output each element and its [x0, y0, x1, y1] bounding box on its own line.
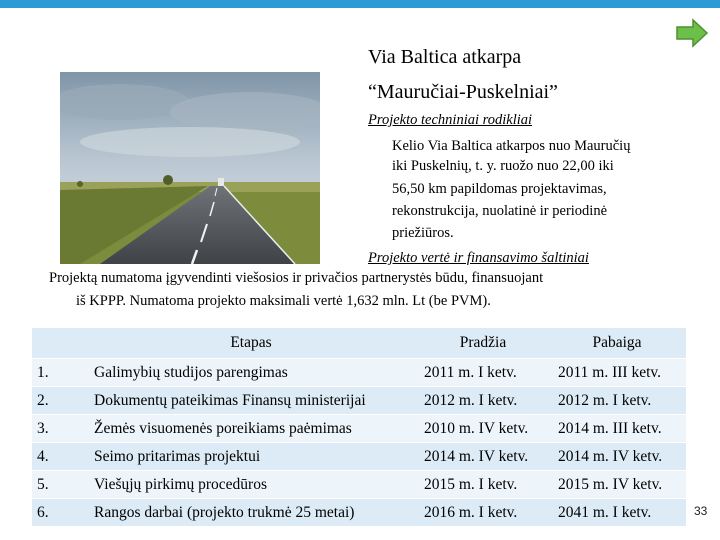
row-stage: Rangos darbai (projekto trukmė 25 metai) [88, 499, 418, 526]
indicators-line: iki Puskelnių, t. y. ruožo nuo 22,00 iki [392, 158, 614, 174]
indicators-heading: Projekto techniniai rodikliai [368, 112, 533, 128]
row-start: 2012 m. I ketv. [418, 387, 552, 414]
slide-title-line2: “Mauručiai-Puskelniai” [368, 81, 558, 103]
funding-line: iš KPPP. Numatoma projekto maksimali vertė 1,632 mln. Lt (be PVM). [76, 293, 491, 309]
row-end: 2014 m. IV ketv. [552, 443, 686, 470]
header-num [32, 328, 88, 358]
row-end: 2015 m. IV ketv. [552, 471, 686, 498]
funding-heading: Projekto vertė ir finansavimo šaltiniai [368, 250, 589, 266]
row-start: 2015 m. I ketv. [418, 471, 552, 498]
header-end: Pabaiga [552, 328, 686, 358]
top-accent-bar [0, 0, 720, 8]
row-num: 1. [32, 359, 88, 386]
header-stage: Etapas [88, 328, 418, 358]
row-stage: Žemės visuomenės poreikiams paėmimas [88, 415, 418, 442]
indicators-line: priežiūros. [392, 225, 454, 241]
row-num: 3. [32, 415, 88, 442]
row-num: 4. [32, 443, 88, 470]
row-num: 6. [32, 499, 88, 526]
table-header-row [32, 328, 686, 358]
row-num: 2. [32, 387, 88, 414]
table-row [32, 443, 686, 470]
road-photo [60, 72, 320, 264]
indicators-line: Kelio Via Baltica atkarpos nuo Mauručių [392, 138, 631, 154]
table-row [32, 359, 686, 386]
row-stage: Viešųjų pirkimų procedūros [88, 471, 418, 498]
schedule-table [32, 327, 686, 527]
row-stage: Seimo pritarimas projektui [88, 443, 418, 470]
row-end: 2012 m. I ketv. [552, 387, 686, 414]
row-start: 2016 m. I ketv. [418, 499, 552, 526]
row-start: 2011 m. I ketv. [418, 359, 552, 386]
row-end: 2041 m. I ketv. [552, 499, 686, 526]
next-slide-arrow-icon[interactable] [675, 18, 709, 48]
page-number: 33 [694, 504, 708, 518]
table-row [32, 415, 686, 442]
header-start: Pradžia [418, 328, 552, 358]
slide-title-line1: Via Baltica atkarpa [368, 46, 522, 68]
funding-line: Projektą numatoma įgyvendinti viešosios ir privačios partnerystės būdu, finansuojant [49, 270, 544, 286]
indicators-line: rekonstrukcija, nuolatinė ir periodinė [392, 203, 608, 219]
row-end: 2014 m. III ketv. [552, 415, 686, 442]
table-row [32, 499, 686, 526]
row-stage: Galimybių studijos parengimas [88, 359, 418, 386]
row-stage: Dokumentų pateikimas Finansų ministerijai [88, 387, 418, 414]
row-end: 2011 m. III ketv. [552, 359, 686, 386]
row-num: 5. [32, 471, 88, 498]
table-row [32, 471, 686, 498]
table-row [32, 387, 686, 414]
row-start: 2010 m. IV ketv. [418, 415, 552, 442]
row-start: 2014 m. IV ketv. [418, 443, 552, 470]
indicators-line: 56,50 km papildomas projektavimas, [392, 181, 607, 197]
